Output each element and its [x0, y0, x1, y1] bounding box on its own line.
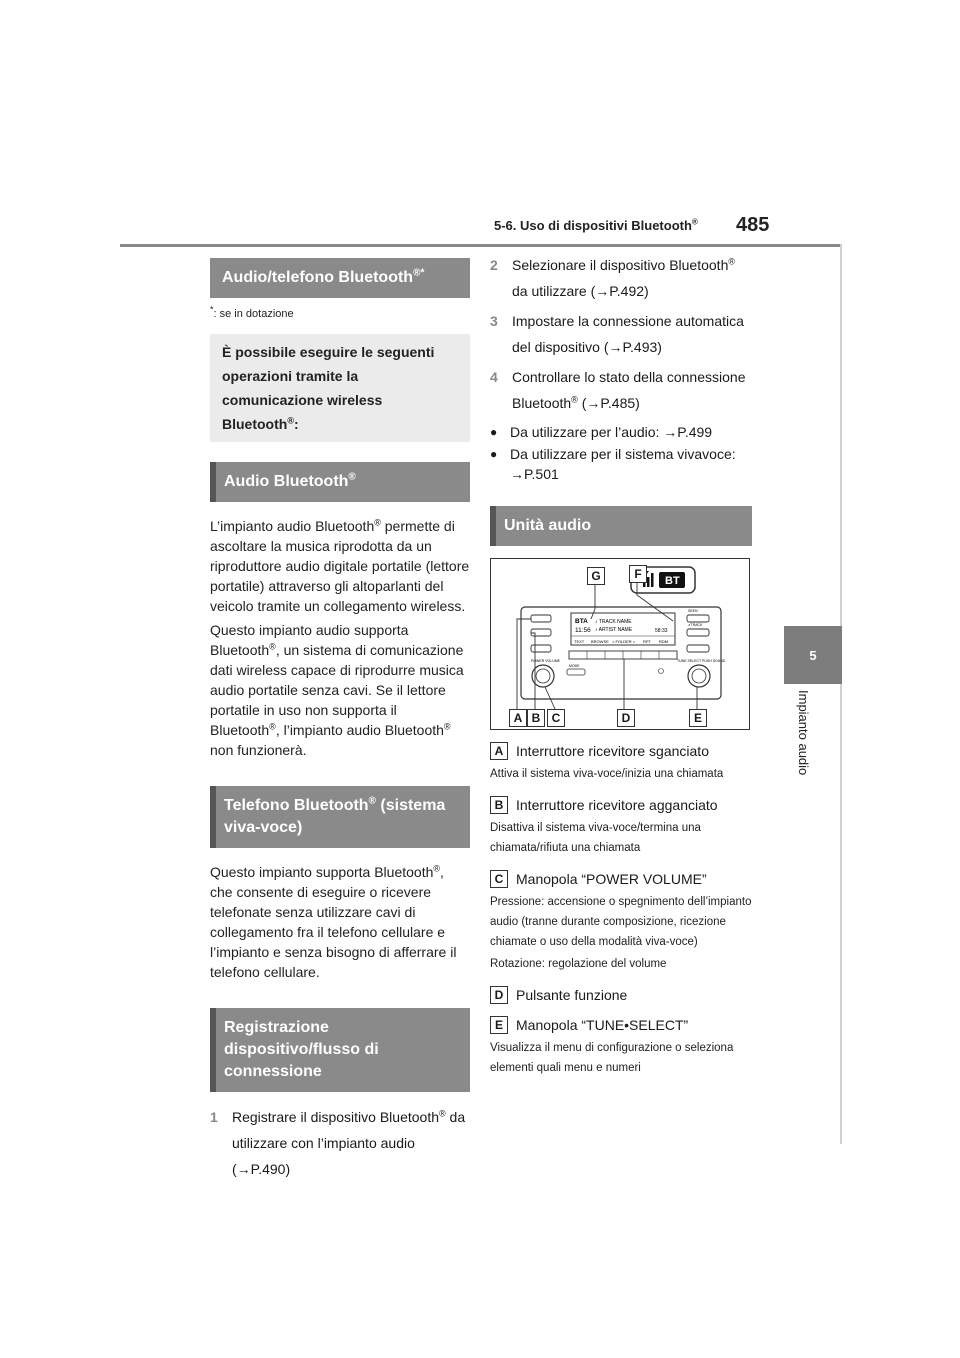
figure-label-e: E [689, 709, 707, 727]
right-column [490, 252, 752, 1078]
item-label: D [490, 986, 508, 1004]
section-title-registration: Registrazione dispositivo/flusso di connessione [210, 1008, 470, 1092]
section-title-audio-unit: Unità audio [490, 506, 752, 546]
page-number: 485 [736, 214, 770, 236]
legend-item-c: C Manopola “POWER VOLUME” Pressione: accensione o spegnimento dell’impianto audio (tranne durante composizione, ricezione chiamate o uso della modalità viva-voce) Rotazione: regolazione del volume [490, 871, 752, 970]
on-hook-button [531, 629, 551, 636]
audio-unit-figure [490, 558, 750, 730]
tune-select-knob [688, 665, 710, 687]
chapter-label: Impianto audio [796, 690, 811, 776]
figure-label-g: G [587, 567, 605, 585]
screen-artist: ♪ ARTIST NAME [595, 627, 633, 633]
bt-audio-paragraph-1: L’impianto audio Bluetooth® permette di ascoltare la musica riprodotta da un riproduttore audio digitale portatile (lettore portatile) attraverso gli altoparlanti del veicolo tramite un collegamento wireless. [210, 517, 470, 614]
step-4: 4 Controllare lo stato della connessione Bluetooth® (→P.485) [490, 364, 752, 416]
legend-item-b: B Interruttore ricevitore agganciato Disattiva il sistema viva-voce/termina una chiamata/rifiuta una chiamata [490, 797, 718, 854]
legend-item-e: E Manopola “TUNE•SELECT” Visualizza il menu di configurazione o seleziona elementi quali menu e numeri [490, 1017, 734, 1074]
eject-button [531, 645, 551, 652]
bt-phone-paragraph: Questo impianto supporta Bluetooth®, che consente di eseguire o ricevere telefonate senza utilizzare cavi di collegamento fra il telefono cellulare e l’impianto e senza bisogno di afferrare il telefono cellulare. [210, 863, 457, 980]
legend-item-d: D Pulsante funzione [490, 986, 752, 1004]
seek-label: SEEK/ [688, 609, 699, 613]
power-label: POWER VOLUME [531, 659, 560, 663]
svg-text:RDM: RDM [659, 639, 669, 644]
screen-time: 11:56 [575, 627, 591, 634]
figure-label-c: C [547, 709, 565, 727]
bullet-icon: ● [490, 447, 498, 461]
item-label: B [490, 796, 508, 814]
figure-label-b: B [527, 709, 545, 727]
left-column [210, 258, 470, 1182]
figure-label-a: A [509, 709, 527, 727]
bullet-icon: ● [490, 425, 498, 439]
step-number: 1 [210, 1109, 218, 1125]
step-2: 2 Selezionare il dispositivo Bluetooth® da utilizzare (→P.492) [490, 252, 752, 304]
step-3: 3 Impostare la connessione automatica del dispositivo (→P.493) [490, 308, 752, 360]
figure-label-f: F [629, 565, 647, 583]
header-rule [120, 244, 842, 247]
step-1: 1 Registrare il dispositivo Bluetooth® da utilizzare con l’impianto audio (→P.490) [210, 1104, 470, 1182]
svg-text:RPT: RPT [643, 639, 651, 644]
bullet-audio: ● Da utilizzare per l’audio: →P.499 [490, 424, 713, 440]
section-title-bt-phone: Telefono Bluetooth® (sistema viva-voce) [210, 786, 470, 848]
svg-text:< FOLDER >: < FOLDER > [612, 639, 636, 644]
footnote: *: se in dotazione [210, 304, 294, 320]
svg-text:BROWSE: BROWSE [591, 639, 609, 644]
track-label: ∧TRACK [688, 623, 703, 627]
running-header: 5-6. Uso di dispositivi Bluetooth® [494, 217, 698, 233]
sun-icon [659, 669, 664, 674]
screen-track: ♪ TRACK NAME [595, 619, 632, 625]
step-number: 3 [490, 313, 498, 329]
intro-box: È possibile eseguire le seguenti operazioni tramite la comunicazione wireless Bluetooth®: [210, 334, 470, 442]
legend-item-a: A Interruttore ricevitore sganciato Attiva il sistema viva-voce/inizia una chiamata [490, 743, 724, 780]
chapter-tab: 5 [784, 626, 842, 684]
side-strip [840, 244, 842, 1144]
item-label: C [490, 870, 508, 888]
step-number: 4 [490, 369, 498, 385]
step-number: 2 [490, 257, 498, 273]
bt-badge-text: BT [665, 575, 680, 587]
screen-source: BTA [575, 618, 588, 625]
svg-text:TEXT: TEXT [574, 639, 585, 644]
item-label: A [490, 742, 508, 760]
screen-elapsed: 58:33 [655, 628, 668, 634]
off-hook-button [531, 615, 551, 622]
mode-label: MODE [569, 664, 580, 668]
audio-unit-drawing [491, 559, 749, 729]
bullet-phone: ● Da utilizzare per il sistema vivavoce: →P.501 [490, 446, 736, 482]
figure-label-d: D [617, 709, 635, 727]
section-title-bt-audio-phone: Audio/telefono Bluetooth®* [210, 258, 470, 298]
item-label: E [490, 1016, 508, 1034]
tune-label: TUNE SELECT PUSH SOUND [677, 659, 726, 663]
bt-audio-paragraph-2: Questo impianto audio supporta Bluetooth®, un sistema di comunicazione dati wireless capace di riprodurre musica audio portatile senza cavi. Se il lettore portatile in uso non supporta il Bluetooth®, l’impianto audio Bluetooth® non funzionerà. [210, 622, 464, 758]
section-title-bt-audio: Audio Bluetooth® [210, 462, 470, 502]
